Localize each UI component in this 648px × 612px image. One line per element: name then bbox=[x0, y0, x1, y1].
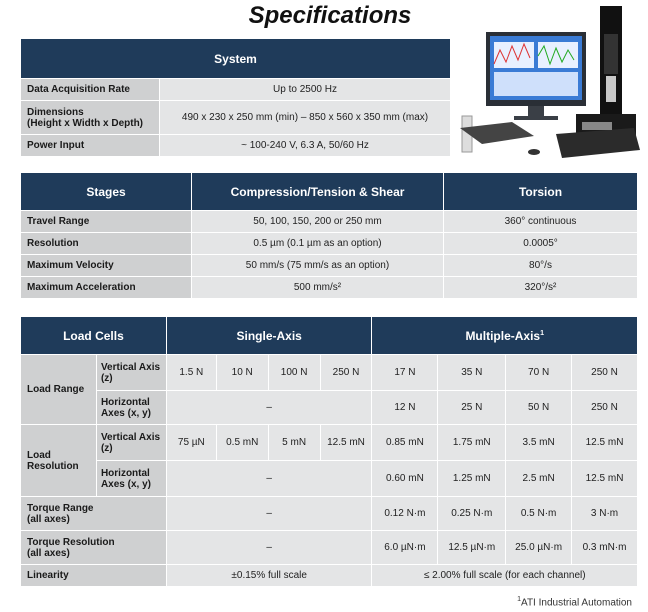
horizontal-axes-label: Horizontal Axes (x, y) bbox=[96, 391, 166, 425]
label-main: Torque Resolution bbox=[27, 536, 115, 548]
row-value: 490 x 230 x 250 mm (min) – 850 x 560 x 350 mm (max) bbox=[160, 101, 451, 135]
cell-value: 35 N bbox=[438, 355, 506, 391]
cell-value: 0.5 mN bbox=[216, 425, 268, 461]
row-label: Data Acquisition Rate bbox=[21, 79, 160, 101]
cell-value: 0.60 mN bbox=[372, 461, 438, 497]
cell-value: 5 mN bbox=[268, 425, 320, 461]
cell-value: ≤ 2.00% full scale (for each channel) bbox=[372, 565, 638, 587]
row-value: ~ 100-240 V, 6.3 A, 50/60 Hz bbox=[160, 135, 451, 157]
table-row bbox=[21, 391, 638, 425]
cell-value: – bbox=[166, 497, 372, 531]
cell-value: 50 N bbox=[506, 391, 572, 425]
cell-value: 12.5 µN·m bbox=[438, 531, 506, 565]
cell-value: – bbox=[166, 391, 372, 425]
torque-resolution-label bbox=[21, 531, 167, 565]
multi-axis-header bbox=[372, 317, 638, 355]
row-label: Resolution bbox=[21, 233, 192, 255]
cts-value: 0.5 µm (0.1 µm as an option) bbox=[192, 233, 444, 255]
cell-value: 12.5 mN bbox=[572, 425, 638, 461]
table-row bbox=[21, 425, 638, 461]
cell-value: 1.25 mN bbox=[438, 461, 506, 497]
torque-range-label bbox=[21, 497, 167, 531]
system-header: System bbox=[21, 39, 451, 79]
cell-value: 10 N bbox=[216, 355, 268, 391]
row-label: Power Input bbox=[21, 135, 160, 157]
footnote-sup: 1 bbox=[517, 596, 522, 603]
cell-value: 70 N bbox=[506, 355, 572, 391]
cell-value: 1.5 N bbox=[166, 355, 216, 391]
table-row bbox=[21, 233, 638, 255]
table-row bbox=[21, 79, 451, 101]
row-label: Maximum Acceleration bbox=[21, 277, 192, 299]
cell-value: 2.5 mN bbox=[506, 461, 572, 497]
torsion-value: 320°/s² bbox=[444, 277, 638, 299]
cell-value: 250 N bbox=[320, 355, 372, 391]
cell-value: 0.3 mN·m bbox=[572, 531, 638, 565]
footnote bbox=[517, 596, 632, 608]
cell-value: 100 N bbox=[268, 355, 320, 391]
table-row bbox=[21, 565, 638, 587]
cell-value: 25.0 µN·m bbox=[506, 531, 572, 565]
table-row bbox=[21, 461, 638, 497]
label-sub: (all axes) bbox=[27, 513, 70, 525]
footnote-text: ATI Industrial Automation bbox=[521, 597, 632, 609]
vertical-axis-label: Vertical Axis (z) bbox=[96, 355, 166, 391]
cell-value: 17 N bbox=[372, 355, 438, 391]
table-row bbox=[21, 355, 638, 391]
cell-value: 3 N·m bbox=[572, 497, 638, 531]
stages-table bbox=[20, 172, 638, 299]
stages-header: Stages bbox=[21, 173, 192, 211]
cell-value: 0.85 mN bbox=[372, 425, 438, 461]
cts-value: 500 mm/s² bbox=[192, 277, 444, 299]
cell-value: – bbox=[166, 531, 372, 565]
label-sub: (all axes) bbox=[27, 547, 70, 559]
torsion-header: Torsion bbox=[444, 173, 638, 211]
cts-value: 50, 100, 150, 200 or 250 mm bbox=[192, 211, 444, 233]
cell-value: 0.5 N·m bbox=[506, 497, 572, 531]
torsion-value: 0.0005° bbox=[444, 233, 638, 255]
cell-value: 250 N bbox=[572, 391, 638, 425]
vertical-axis-label: Vertical Axis (z) bbox=[96, 425, 166, 461]
table-row bbox=[21, 135, 451, 157]
cell-value: 250 N bbox=[572, 355, 638, 391]
row-label-sub: (Height x Width x Depth) bbox=[27, 117, 144, 129]
row-label: Maximum Velocity bbox=[21, 255, 192, 277]
cell-value: 0.25 N·m bbox=[438, 497, 506, 531]
cts-value: 50 mm/s (75 mm/s as an option) bbox=[192, 255, 444, 277]
load-cells-table bbox=[20, 316, 638, 587]
cell-value: 25 N bbox=[438, 391, 506, 425]
cell-value: 0.12 N·m bbox=[372, 497, 438, 531]
cell-value: 3.5 mN bbox=[506, 425, 572, 461]
torsion-value: 360° continuous bbox=[444, 211, 638, 233]
cell-value: 12 N bbox=[372, 391, 438, 425]
table-row bbox=[21, 277, 638, 299]
load-resolution-label: Load Resolution bbox=[21, 425, 97, 497]
cell-value: 12.5 mN bbox=[572, 461, 638, 497]
footnote-marker: 1 bbox=[540, 329, 545, 337]
label-main: Torque Range bbox=[27, 502, 94, 514]
single-axis-header: Single-Axis bbox=[166, 317, 372, 355]
torsion-value: 80°/s bbox=[444, 255, 638, 277]
row-label: Travel Range bbox=[21, 211, 192, 233]
cell-value: 1.75 mN bbox=[438, 425, 506, 461]
system-table bbox=[20, 38, 451, 157]
row-value: Up to 2500 Hz bbox=[160, 79, 451, 101]
instrument-photo bbox=[456, 4, 642, 164]
page-title: Specifications bbox=[248, 2, 412, 29]
row-label-main: Dimensions bbox=[27, 106, 84, 118]
horizontal-axes-label: Horizontal Axes (x, y) bbox=[96, 461, 166, 497]
cell-value: ±0.15% full scale bbox=[166, 565, 372, 587]
cell-value: – bbox=[166, 461, 372, 497]
table-row bbox=[21, 497, 638, 531]
linearity-label: Linearity bbox=[21, 565, 167, 587]
load-cells-header: Load Cells bbox=[21, 317, 167, 355]
multi-axis-label: Multiple-Axis bbox=[465, 328, 541, 343]
table-row bbox=[21, 211, 638, 233]
table-row bbox=[21, 101, 451, 135]
cell-value: 75 µN bbox=[166, 425, 216, 461]
cts-header: Compression/Tension & Shear bbox=[192, 173, 444, 211]
cell-value: 12.5 mN bbox=[320, 425, 372, 461]
table-row bbox=[21, 531, 638, 565]
table-row bbox=[21, 255, 638, 277]
cell-value: 6.0 µN·m bbox=[372, 531, 438, 565]
load-range-label: Load Range bbox=[21, 355, 97, 425]
row-label bbox=[21, 101, 160, 135]
